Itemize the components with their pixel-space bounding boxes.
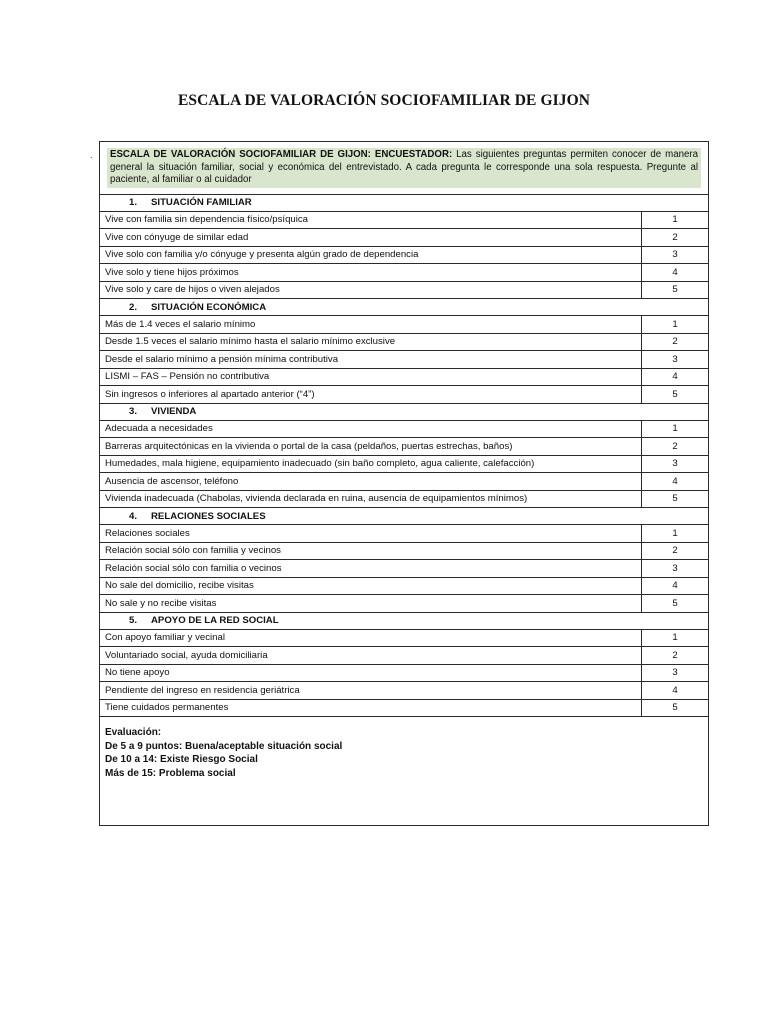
item-score: 4 <box>642 577 709 595</box>
item-label: Más de 1.4 veces el salario mínimo <box>100 316 642 334</box>
section-header <box>100 612 709 629</box>
intro-row <box>100 142 709 195</box>
section-title: SITUACIÓN ECONÓMICA <box>151 301 267 313</box>
item-label: Barreras arquitectónicas en la vivienda o portal de la casa (peldaños, puertas estrechas, baños) <box>100 438 642 456</box>
section-number: 1. <box>129 197 138 208</box>
item-score: 4 <box>642 473 709 491</box>
stray-mark: . <box>90 150 93 160</box>
section-header <box>100 194 709 211</box>
table-row <box>100 420 709 438</box>
table-row <box>100 455 709 473</box>
table-row <box>100 281 709 299</box>
evaluation-line: De 5 a 9 puntos: Buena/aceptable situación social <box>105 740 343 752</box>
item-label: Pendiente del ingreso en residencia geriátrica <box>100 682 642 700</box>
item-score: 4 <box>642 682 709 700</box>
item-score: 2 <box>642 647 709 665</box>
section-number: 2. <box>129 301 138 313</box>
table-row <box>100 542 709 560</box>
table-row <box>100 246 709 264</box>
evaluation-line: Más de 15: Problema social <box>105 767 236 779</box>
table-row <box>100 682 709 700</box>
table-row <box>100 699 709 717</box>
item-label: No tiene apoyo <box>100 664 642 682</box>
section-header <box>100 299 709 316</box>
section-number: 4. <box>129 510 138 522</box>
item-label: Relación social sólo con familia o vecinos <box>100 560 642 578</box>
item-score: 3 <box>642 246 709 264</box>
scale-table <box>99 141 709 826</box>
section-title: RELACIONES SOCIALES <box>151 510 266 522</box>
table-row <box>100 490 709 508</box>
section-title: VIVIENDA <box>151 406 197 417</box>
item-score: 5 <box>642 386 709 404</box>
table-row <box>100 368 709 386</box>
table-row <box>100 473 709 491</box>
section-header-row <box>100 299 709 316</box>
table-row <box>100 211 709 229</box>
item-score: 1 <box>642 211 709 229</box>
item-label: Relación social sólo con familia y vecinos <box>100 542 642 560</box>
table-row <box>100 438 709 456</box>
item-score: 4 <box>642 264 709 282</box>
item-label: Sin ingresos o inferiores al apartado anterior (“4”) <box>100 386 642 404</box>
item-score: 3 <box>642 351 709 369</box>
item-score: 3 <box>642 664 709 682</box>
item-label: Vive con familia sin dependencia físico/psíquica <box>100 211 642 229</box>
evaluation-line: De 10 a 14: Existe Riesgo Social <box>105 754 258 765</box>
table-row <box>100 560 709 578</box>
item-score: 2 <box>642 333 709 351</box>
item-label: No sale del domicilio, recibe visitas <box>100 577 642 595</box>
item-label: Vive solo y tiene hijos próximos <box>100 264 642 282</box>
table-row <box>100 577 709 595</box>
item-label: Desde 1.5 veces el salario mínimo hasta el salario mínimo exclusive <box>100 333 642 351</box>
item-label: Adecuada a necesidades <box>100 420 642 438</box>
item-label: Con apoyo familiar y vecinal <box>100 629 642 647</box>
item-label: Voluntariado social, ayuda domiciliaria <box>100 647 642 665</box>
section-header-row <box>100 612 709 629</box>
table-row <box>100 386 709 404</box>
table-row <box>100 629 709 647</box>
item-label: Ausencia de ascensor, teléfono <box>100 473 642 491</box>
item-score: 5 <box>642 699 709 717</box>
item-score: 3 <box>642 455 709 473</box>
section-header <box>100 508 709 525</box>
item-label: Tiene cuidados permanentes <box>100 699 642 717</box>
intro-box <box>107 148 701 188</box>
section-title: SITUACIÓN FAMILIAR <box>151 197 252 208</box>
item-label: Desde el salario mínimo a pensión mínima contributiva <box>100 351 642 369</box>
table-row <box>100 525 709 543</box>
item-score: 3 <box>642 560 709 578</box>
item-label: Relaciones sociales <box>100 525 642 543</box>
item-score: 2 <box>642 438 709 456</box>
section-number: 3. <box>129 406 138 417</box>
item-label: LISMI – FAS – Pensión no contributiva <box>100 368 642 386</box>
intro-text: Las siguientes preguntas permiten conocer de manera general la situación familiar, social y económica del entrevistado. A cada pregunta le corresponde una sola respuesta. Pregunte al paciente, al familiar o al cuidador <box>110 149 699 185</box>
item-score: 1 <box>642 420 709 438</box>
evaluation-cell <box>100 717 709 826</box>
section-header <box>100 403 709 420</box>
item-score: 2 <box>642 229 709 247</box>
section-header-row <box>100 194 709 211</box>
item-label: No sale y no recibe visitas <box>100 595 642 613</box>
page-title: ESCALA DE VALORACIÓN SOCIOFAMILIAR DE GIJON <box>177 92 591 109</box>
item-score: 5 <box>642 595 709 613</box>
item-score: 1 <box>642 629 709 647</box>
item-score: 5 <box>642 281 709 299</box>
item-score: 5 <box>642 490 709 508</box>
item-score: 4 <box>642 368 709 386</box>
table-row <box>100 333 709 351</box>
table-row <box>100 229 709 247</box>
item-label: Vivienda inadecuada (Chabolas, vivienda declarada en ruina, ausencia de equipamientos mínimos) <box>100 490 642 508</box>
item-label: Vive con cónyuge de similar edad <box>100 229 642 247</box>
intro-cell <box>100 142 709 195</box>
table-row <box>100 664 709 682</box>
section-title: APOYO DE LA RED SOCIAL <box>151 615 279 626</box>
item-score: 1 <box>642 316 709 334</box>
section-number: 5. <box>129 615 138 626</box>
item-label: Vive solo con familia y/o cónyuge y presenta algún grado de dependencia <box>100 246 642 264</box>
table-row <box>100 351 709 369</box>
item-label: Humedades, mala higiene, equipamiento inadecuado (sin baño completo, agua caliente, calefacción) <box>100 455 642 473</box>
section-header-row <box>100 508 709 525</box>
item-score: 2 <box>642 542 709 560</box>
table-row <box>100 647 709 665</box>
item-label: Vive solo y care de hijos o viven alejados <box>100 281 642 299</box>
item-score: 1 <box>642 525 709 543</box>
section-header-row <box>100 403 709 420</box>
table-row <box>100 264 709 282</box>
table-body <box>100 142 709 826</box>
intro-bold-text: ESCALA DE VALORACIÓN SOCIOFAMILIAR DE GIJON: ENCUESTADOR: <box>110 149 453 160</box>
table-row <box>100 316 709 334</box>
evaluation-heading: Evaluación: <box>105 727 162 738</box>
evaluation-row <box>100 717 709 826</box>
table-row <box>100 595 709 613</box>
